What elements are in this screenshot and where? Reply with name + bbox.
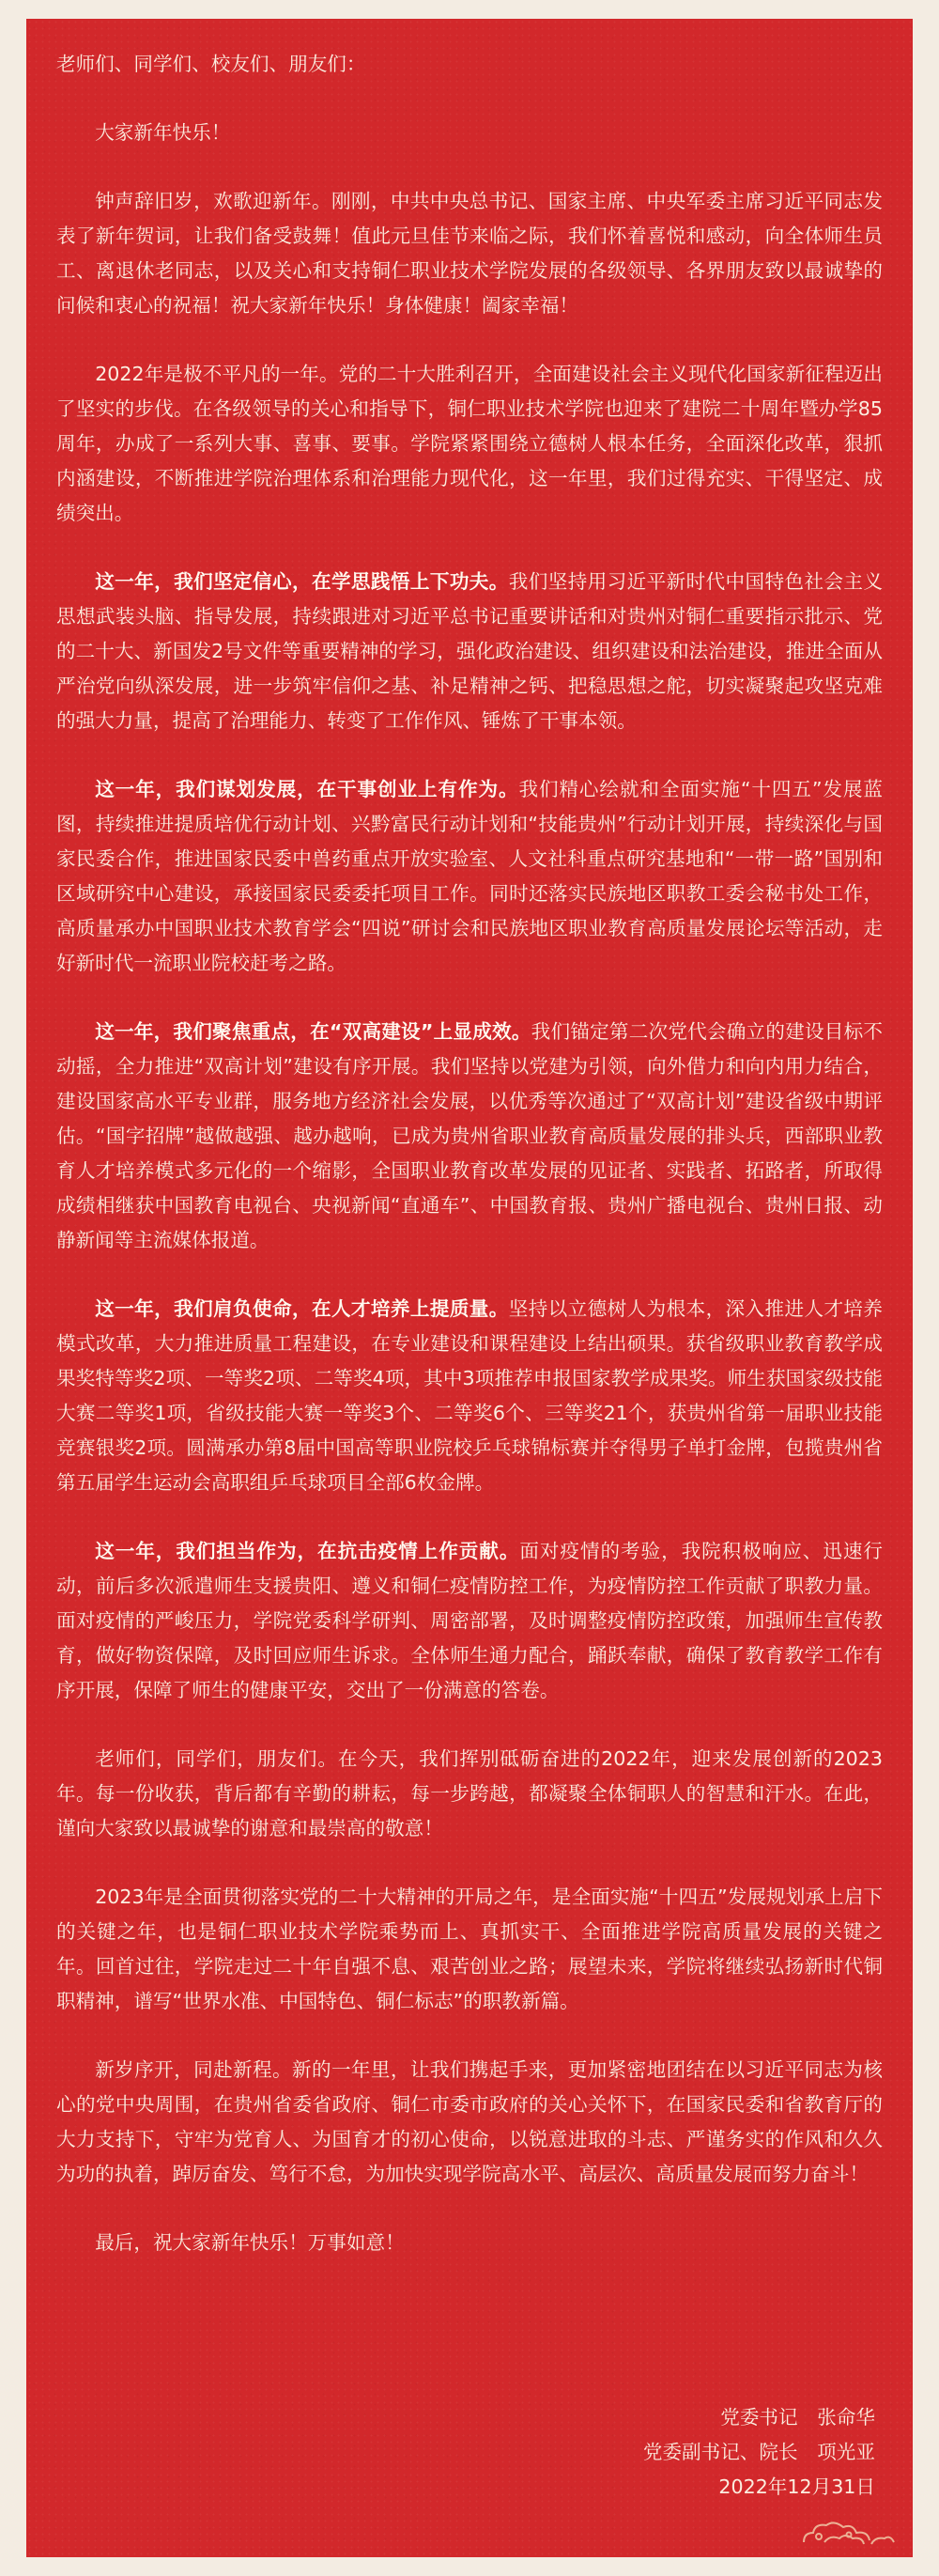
paragraph-text: 我们坚持用习近平新时代中国特色社会主义思想武装头脑、指导发展，持续跟进对习近平总书记重要讲话和对贵州对铜仁重要指示批示、党的二十大、新国发2号文件等重要精神的学习，强化政治建设、组织建设和法治建设，推进全面从严治党向纵深发展，进一步筑牢信仰之基、补足精神之钙、把稳思想之舵，切实凝聚起攻坚克难的强大力量，提高了治理能力、转变了工作作风、锤炼了干事本领。 xyxy=(56,570,883,732)
paragraph-10 xyxy=(56,2053,883,2192)
paragraph-11 xyxy=(56,2226,883,2260)
paragraph-text: 新岁序开，同赴新程。新的一年里，让我们携起手来，更加紧密地团结在以习近平同志为核心的党中央周围，在贵州省委省政府、铜仁市委市政府的关心关怀下，在国家民委和省教育厅的大力支持下，守牢为党育人、为国育才的初心使命，以锐意进取的斗志、严谨务实的作风和久久为功的执着，踔厉奋发、笃行不怠，为加快实现学院高水平、高层次、高质量发展而努力奋斗！ xyxy=(56,2058,883,2185)
paragraph-lead: 这一年，我们坚定信心，在学思践悟上下功夫。 xyxy=(95,570,509,593)
paragraph-lead: 这一年，我们肩负使命，在人才培养上提质量。 xyxy=(95,1297,509,1320)
paragraph-text: 坚持以立德树人为根本，深入推进人才培养模式改革，大力推进质量工程建设，在专业建设和课程建设上结出硕果。获省级职业教育教学成果奖特等奖2项、一等奖2项、二等奖4项，其中3项推荐申报国家教学成果奖。师生获国家级技能大赛二等奖1项，省级技能大赛一等奖3个、二等奖6个、三等奖21个，获贵州省第一届职业技能竞赛银奖2项。圆满承办第8届中国高等职业院校乒乓球锦标赛并夺得男子单打金牌，包揽贵州省第五届学生运动会高职组乒乓球项目全部6枚金牌。 xyxy=(56,1297,883,1494)
paragraph-text: 2023年是全面贯彻落实党的二十大精神的开局之年，是全面实施“十四五”发展规划承上启下的关键之年，也是铜仁职业技术学院乘势而上、真抓实干、全面推进学院高质量发展的关键之年。回首过往，学院走过二十年自强不息、艰苦创业之路；展望未来，学院将继续弘扬新时代铜职精神，谱写“世界水准、中国特色、铜仁标志”的职教新篇。 xyxy=(56,1885,883,2012)
paragraph-text: 钟声辞旧岁，欢歌迎新年。刚刚，中共中央总书记、国家主席、中央军委主席习近平同志发表了新年贺词，让我们备受鼓舞！值此元旦佳节来临之际，我们怀着喜悦和感动，向全体师生员工、离退休老同志，以及关心和支持铜仁职业技术学院发展的各级领导、各界朋友致以最诚挚的问候和衷心的祝福！祝大家新年快乐！身体健康！阖家幸福！ xyxy=(56,190,883,317)
paragraph-lead: 这一年，我们谋划发展，在干事创业上有作为。 xyxy=(95,778,519,800)
paragraph-4 xyxy=(56,772,883,981)
paragraph-lead: 这一年，我们担当作为，在抗击疫情上作贡献。 xyxy=(95,1540,520,1562)
letter-page xyxy=(26,19,913,2557)
paragraph-text: 我们锚定第二次党代会确立的建设目标不动摇，全力推进“双高计划”建设有序开展。我们坚持以党建为引领，向外借力和向内用力结合，建设国家高水平专业群，服务地方经济社会发展，以优秀等次通过了“双高计划”建设省级中期评估。“国字招牌”越做越强、越办越响，已成为贵州省职业教育高质量发展的排头兵，西部职业教育人才培养模式多元化的一个缩影，全国职业教育改革发展的见证者、实践者、拓路者，所取得成绩相继获中国教育电视台、央视新闻“直通车”、中国教育报、贵州广播电视台、贵州日报、动静新闻等主流媒体报道。 xyxy=(56,1020,883,1251)
paragraph-3 xyxy=(56,565,883,738)
paragraph-text: 面对疫情的考验，我院积极响应、迅速行动，前后多次派遣师生支援贵阳、遵义和铜仁疫情防控工作，为疫情防控工作贡献了职教力量。面对疫情的严峻压力，学院党委科学研判、周密部署，及时调整疫情防控政策，加强师生宣传教育，做好物资保障，及时回应师生诉求。全体师生通力配合，踊跃奉献，确保了教育教学工作有序开展，保障了师生的健康平安，交出了一份满意的答卷。 xyxy=(56,1540,883,1701)
paragraph-lead: 这一年，我们聚焦重点，在“双高建设”上显成效。 xyxy=(95,1020,531,1043)
paragraph-2 xyxy=(56,357,883,531)
paragraph-text: 我们精心绘就和全面实施“十四五”发展蓝图，持续推进提质培优行动计划、兴黔富民行动计划和“技能贵州”行动计划开展，持续深化与国家民委合作，推进国家民委中兽药重点开放实验室、人文社科重点研究基地和“一带一路”国别和区域研究中心建设，承接国家民委委托项目工作。同时还落实民族地区职教工委会秘书处工作，高质量承办中国职业技术教育学会“四说”研讨会和民族地区职业教育高质量发展论坛等活动，走好新时代一流职业院校赶考之路。 xyxy=(56,778,883,974)
paragraph-9 xyxy=(56,1880,883,2019)
paragraph-8 xyxy=(56,1742,883,1846)
paragraph-1 xyxy=(56,184,883,323)
paragraph-7 xyxy=(56,1534,883,1708)
signature-president: 党委副书记、院长 项光亚 xyxy=(642,2441,875,2463)
paragraph-text: 2022年是极不平凡的一年。党的二十大胜利召开，全面建设社会主义现代化国家新征程迈出了坚实的步伐。在各级领导的关心和指导下，铜仁职业技术学院也迎来了建院二十周年暨办学85周年，办成了一系列大事、喜事、要事。学院紧紧围绕立德树人根本任务，全面深化改革，狠抓内涵建设，不断推进学院治理体系和治理能力现代化，这一年里，我们过得充实、干得坚定、成绩突出。 xyxy=(56,363,883,524)
paragraph-text: 最后，祝大家新年快乐！万事如意！ xyxy=(95,2231,405,2254)
cloud-ornament-icon xyxy=(796,2516,900,2548)
letter-body xyxy=(56,47,883,2294)
greeting: 大家新年快乐！ xyxy=(95,121,231,144)
paragraph-5 xyxy=(56,1015,883,1258)
salutation: 老师们、同学们、校友们、朋友们： xyxy=(56,53,366,75)
signature-block xyxy=(643,2400,875,2505)
paragraph-text: 老师们，同学们，朋友们。在今天，我们挥别砥砺奋进的2022年，迎来发展创新的2023年。每一份收获，背后都有辛勤的耕耘，每一步跨越，都凝聚全体铜职人的智慧和汗水。在此，谨向大家致以最诚挚的谢意和最崇高的敬意！ xyxy=(56,1747,883,1839)
signature-date: 2022年12月31日 xyxy=(718,2475,875,2498)
signature-secretary: 党委书记 张命华 xyxy=(720,2406,875,2429)
paragraph-6 xyxy=(56,1292,883,1500)
